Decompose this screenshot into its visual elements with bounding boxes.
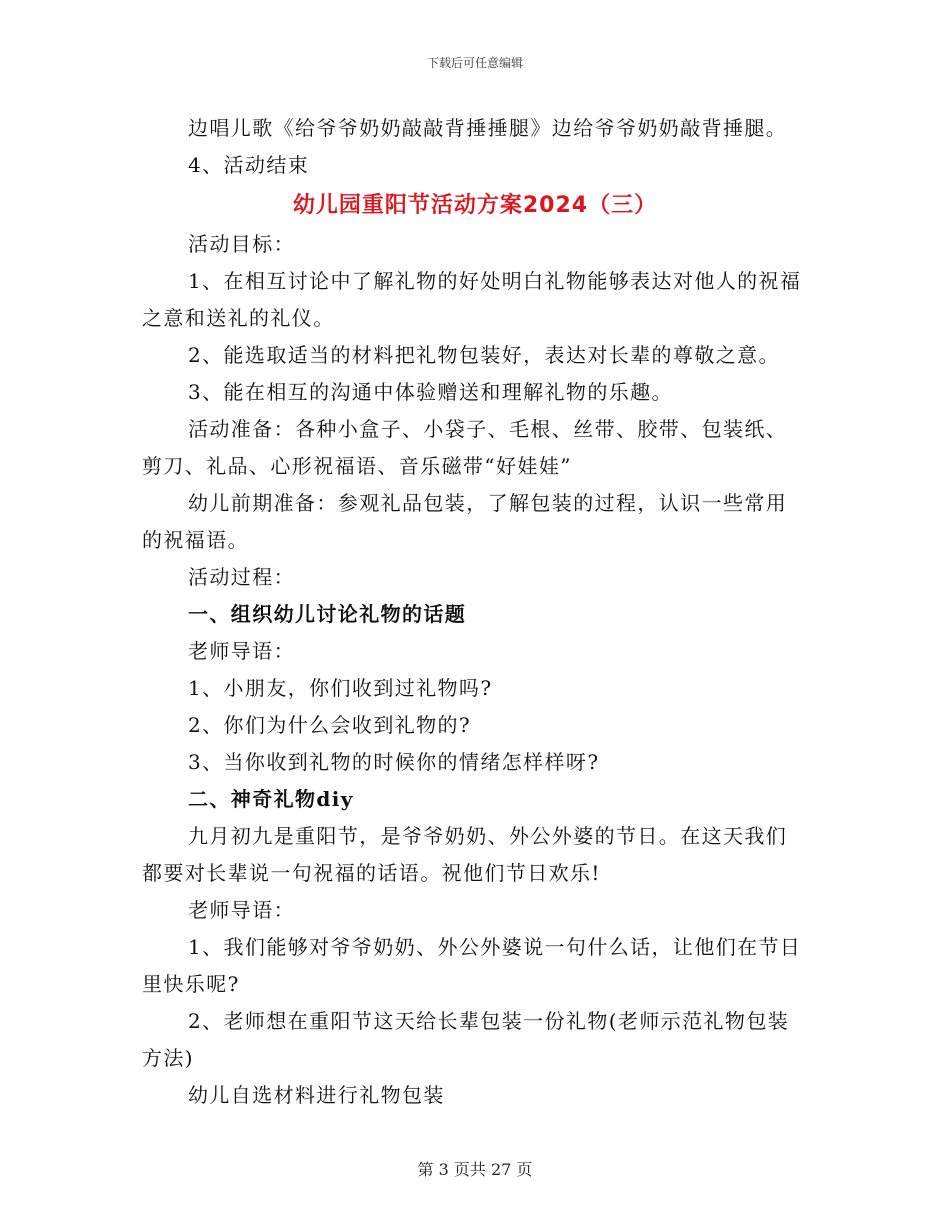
step-heading: 4、活动结束 (188, 153, 310, 177)
list-item: 1、我们能够对爷爷奶奶、外公外婆说一句什么话，让他们在节日里快乐呢? (142, 935, 802, 996)
paragraph: 边唱儿歌《给爷爷奶奶敲敲背捶捶腿》边给爷爷奶奶敲背捶腿。 (188, 116, 788, 140)
subheading: 活动过程： (188, 565, 295, 589)
list-item: 3、当你收到礼物的时候你的情绪怎样样呀? (188, 750, 600, 774)
subheading: 活动目标： (188, 232, 295, 256)
bold-heading: 二、神奇礼物diy (188, 787, 354, 811)
paragraph: 九月初九是重阳节，是爷爷奶奶、外公外婆的节日。在这天我们都要对长辈说一句祝福的话语。祝他们节日欢乐! (142, 824, 788, 885)
page-header: 下载后可任意编辑 (426, 56, 523, 70)
paragraph: 1、在相互讨论中了解礼物的好处明白礼物能够表达对他人的祝福之意和送礼的礼仪。 (142, 269, 802, 330)
list-item: 2、你们为什么会收到礼物的? (188, 713, 472, 737)
paragraph: 幼儿自选材料进行礼物包装 (188, 1083, 445, 1107)
subheading: 老师导语： (188, 639, 295, 663)
paragraph: 3、能在相互的沟通中体验赠送和理解礼物的乐趣。 (188, 380, 673, 404)
paragraph: 2、能选取适当的材料把礼物包装好，表达对长辈的尊敬之意。 (188, 343, 780, 367)
subheading: 老师导语： (188, 898, 295, 922)
paragraph: 活动准备：各种小盒子、小袋子、毛根、丝带、胶带、包装纸、剪刀、礼品、心形祝福语、音乐磁带“好娃娃” (142, 417, 788, 478)
list-item: 1、小朋友，你们收到过礼物吗? (188, 676, 493, 700)
document-body (142, 110, 808, 1114)
page-footer: 第 3 页共 27 页 (417, 1160, 533, 1179)
paragraph: 幼儿前期准备：参观礼品包装，了解包装的过程，认识一些常用的祝福语。 (142, 491, 788, 552)
bold-heading: 一、组织幼儿讨论礼物的话题 (188, 602, 467, 626)
section-title: 幼儿园重阳节活动方案2024（三） (292, 193, 658, 218)
list-item: 2、老师想在重阳节这天给长辈包装一份礼物(老师示范礼物包装方法) (142, 1009, 790, 1070)
